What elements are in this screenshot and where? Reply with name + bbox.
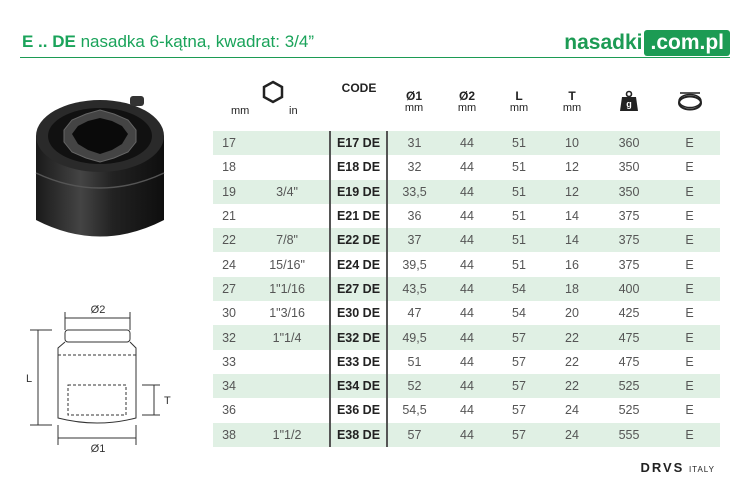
cell-t: 24 — [545, 423, 599, 447]
socket-dimension-drawing — [20, 300, 205, 455]
cell-weight: 400 — [599, 277, 659, 301]
cell-size-in: 1"3/16 — [269, 306, 305, 321]
cell-d2: 44 — [441, 180, 493, 204]
brand-domain: .com.pl — [644, 30, 730, 56]
cell-weight: 375 — [618, 209, 640, 224]
d1-header — [387, 72, 441, 131]
drawing-d2-label: Ø2 — [90, 304, 106, 316]
cell-d1: 47 — [407, 306, 422, 321]
table-row — [213, 277, 720, 301]
table-row — [213, 374, 720, 398]
cell-size-mm: 33 — [222, 354, 236, 369]
cell-t: 10 — [545, 131, 599, 155]
cell-l: 54 — [493, 277, 545, 301]
cell-finish: E — [685, 209, 694, 224]
cell-l: 57 — [493, 325, 545, 349]
cell-finish: E — [659, 228, 720, 252]
table-row — [213, 325, 720, 349]
cell-t: 12 — [545, 180, 599, 204]
cell-t: 12 — [565, 160, 579, 175]
cell-size-mm: 24 — [222, 257, 236, 272]
l-header — [493, 72, 545, 131]
d1-unit: mm — [404, 101, 424, 114]
cell-code: E22 DE — [330, 228, 387, 252]
l-header-label: L — [515, 88, 523, 103]
cell-d1: 36 — [407, 209, 422, 224]
weight-icon — [619, 90, 639, 112]
d1-header-label: Ø1 — [405, 88, 422, 103]
cell-weight: 425 — [618, 306, 640, 321]
table-row — [213, 180, 720, 204]
cell-t: 16 — [565, 257, 579, 272]
finish-header — [659, 72, 720, 131]
cell-d1: 51 — [407, 354, 422, 369]
cell-code: E36 DE — [330, 398, 387, 422]
footer-brand-name: DRVS — [640, 460, 685, 475]
t-header — [545, 72, 599, 131]
table-row — [213, 301, 720, 325]
cell-size-in — [245, 374, 330, 398]
cell-size-mm: 27 — [213, 277, 245, 301]
table-row — [213, 423, 720, 447]
cell-code: E30 DE — [330, 301, 387, 325]
drawing-l-label: L — [26, 373, 33, 385]
brand-main: nasadki — [564, 31, 643, 54]
cell-finish: E — [659, 374, 720, 398]
cell-d1: 33,5 — [387, 180, 441, 204]
cell-code: E17 DE — [330, 131, 387, 155]
size-table — [213, 72, 720, 447]
cell-code: E19 DE — [330, 180, 387, 204]
t-header-label: T — [568, 88, 576, 103]
cell-l: 57 — [493, 423, 545, 447]
cell-d1: 32 — [407, 160, 422, 175]
cell-size-in: 15/16" — [269, 257, 305, 272]
cell-size-mm: 32 — [213, 325, 245, 349]
cell-weight: 375 — [618, 257, 640, 272]
cell-finish: E — [659, 131, 720, 155]
cell-t: 20 — [565, 306, 579, 321]
cell-finish: E — [685, 306, 694, 321]
cell-size-mm: 19 — [213, 180, 245, 204]
cell-d1: 39,5 — [402, 257, 427, 272]
cell-d2: 44 — [441, 228, 493, 252]
weight-icon-label: g — [626, 98, 632, 109]
cell-size-mm: 34 — [213, 374, 245, 398]
cell-t: 24 — [565, 403, 579, 418]
cell-size-in — [245, 350, 330, 374]
cell-t: 22 — [545, 325, 599, 349]
cell-finish: E — [659, 277, 720, 301]
cell-d2: 44 — [460, 257, 474, 272]
cell-l: 51 — [512, 160, 526, 175]
cell-d2: 44 — [441, 325, 493, 349]
page-title — [22, 32, 314, 52]
size-header — [213, 72, 330, 131]
cell-t: 14 — [565, 209, 579, 224]
cell-d2: 44 — [441, 277, 493, 301]
cell-d2: 44 — [460, 354, 474, 369]
brand-logo — [564, 30, 730, 56]
header-divider — [20, 57, 730, 58]
d2-header-label: Ø2 — [458, 88, 475, 103]
cell-l: 51 — [493, 180, 545, 204]
cell-finish: E — [685, 403, 694, 418]
cell-code: E38 DE — [330, 423, 387, 447]
cell-code: E32 DE — [330, 325, 387, 349]
cell-d1: 54,5 — [402, 403, 427, 418]
cell-code: E34 DE — [330, 374, 387, 398]
cell-code: E33 DE — [330, 350, 387, 374]
table-row — [213, 252, 720, 276]
cell-d2: 44 — [441, 423, 493, 447]
cell-size-mm: 38 — [213, 423, 245, 447]
cell-size-in: 7/8" — [245, 228, 330, 252]
cell-d2: 44 — [460, 306, 474, 321]
l-unit: mm — [509, 101, 529, 114]
in-label: in — [289, 105, 298, 117]
cell-d1: 49,5 — [387, 325, 441, 349]
cell-l: 57 — [512, 354, 526, 369]
d2-header — [441, 72, 493, 131]
cell-size-in: 1"1/4 — [245, 325, 330, 349]
table-body — [213, 131, 720, 447]
cell-code: E21 DE — [330, 204, 387, 228]
cell-size-in: 1"1/16 — [245, 277, 330, 301]
table-header-row — [213, 72, 720, 131]
code-header: CODE — [341, 81, 377, 95]
table-row — [213, 131, 720, 155]
cell-weight: 360 — [599, 131, 659, 155]
cell-size-in: 3/4" — [245, 180, 330, 204]
cell-l: 57 — [512, 403, 526, 418]
cell-finish: E — [685, 257, 694, 272]
cell-finish: E — [659, 423, 720, 447]
ring-icon — [677, 90, 703, 112]
cell-d1: 43,5 — [387, 277, 441, 301]
cell-d2: 44 — [460, 209, 474, 224]
cell-size-mm: 36 — [222, 403, 236, 418]
cell-size-mm: 30 — [222, 306, 236, 321]
cell-size-in — [245, 155, 330, 179]
cell-code: E27 DE — [330, 277, 387, 301]
cell-weight: 475 — [599, 325, 659, 349]
footer-country: ITALY — [688, 465, 715, 474]
cell-d2: 44 — [460, 403, 474, 418]
cell-d1: 37 — [387, 228, 441, 252]
cell-size-mm: 21 — [222, 209, 236, 224]
cell-finish: E — [685, 354, 694, 369]
cell-d2: 44 — [460, 160, 474, 175]
cell-d1: 57 — [387, 423, 441, 447]
table-row — [213, 204, 720, 228]
cell-l: 51 — [493, 131, 545, 155]
cell-t: 22 — [565, 354, 579, 369]
cell-size-in — [245, 204, 330, 228]
t-unit: mm — [562, 101, 582, 114]
cell-code: E18 DE — [330, 155, 387, 179]
cell-weight: 475 — [618, 354, 640, 369]
footer-brand — [640, 460, 715, 475]
cell-l: 54 — [512, 306, 526, 321]
d2-unit: mm — [457, 101, 477, 114]
cell-weight: 525 — [599, 374, 659, 398]
cell-t: 18 — [545, 277, 599, 301]
cell-finish: E — [659, 325, 720, 349]
cell-finish: E — [685, 160, 694, 175]
cell-size-mm: 18 — [222, 160, 236, 175]
cell-code: E24 DE — [330, 252, 387, 276]
cell-weight: 350 — [599, 180, 659, 204]
cell-size-mm: 22 — [213, 228, 245, 252]
cell-size-in: 1"1/2 — [245, 423, 330, 447]
cell-size-in — [245, 131, 330, 155]
cell-d1: 31 — [387, 131, 441, 155]
table-row — [213, 398, 720, 422]
cell-l: 51 — [493, 228, 545, 252]
socket-photo — [18, 78, 183, 253]
cell-d1: 52 — [387, 374, 441, 398]
table-row — [213, 228, 720, 252]
cell-weight: 375 — [599, 228, 659, 252]
cell-size-in — [245, 398, 330, 422]
cell-d2: 44 — [441, 374, 493, 398]
drawing-t-label: T — [164, 395, 171, 407]
cell-finish: E — [659, 180, 720, 204]
hexagon-icon — [262, 80, 284, 104]
cell-weight: 350 — [618, 160, 640, 175]
cell-l: 57 — [493, 374, 545, 398]
mm-label: mm — [231, 105, 250, 117]
cell-size-mm: 17 — [213, 131, 245, 155]
table-row — [213, 155, 720, 179]
title-code: E .. DE — [22, 32, 76, 51]
drawing-d1-label: Ø1 — [90, 443, 106, 455]
title-description: nasadka 6-kątna, kwadrat: 3/4” — [80, 32, 315, 51]
cell-t: 14 — [545, 228, 599, 252]
cell-weight: 555 — [599, 423, 659, 447]
weight-header — [599, 72, 659, 131]
cell-weight: 525 — [618, 403, 640, 418]
cell-l: 51 — [512, 257, 526, 272]
cell-l: 51 — [512, 209, 526, 224]
cell-t: 22 — [545, 374, 599, 398]
table-row — [213, 350, 720, 374]
cell-d2: 44 — [441, 131, 493, 155]
